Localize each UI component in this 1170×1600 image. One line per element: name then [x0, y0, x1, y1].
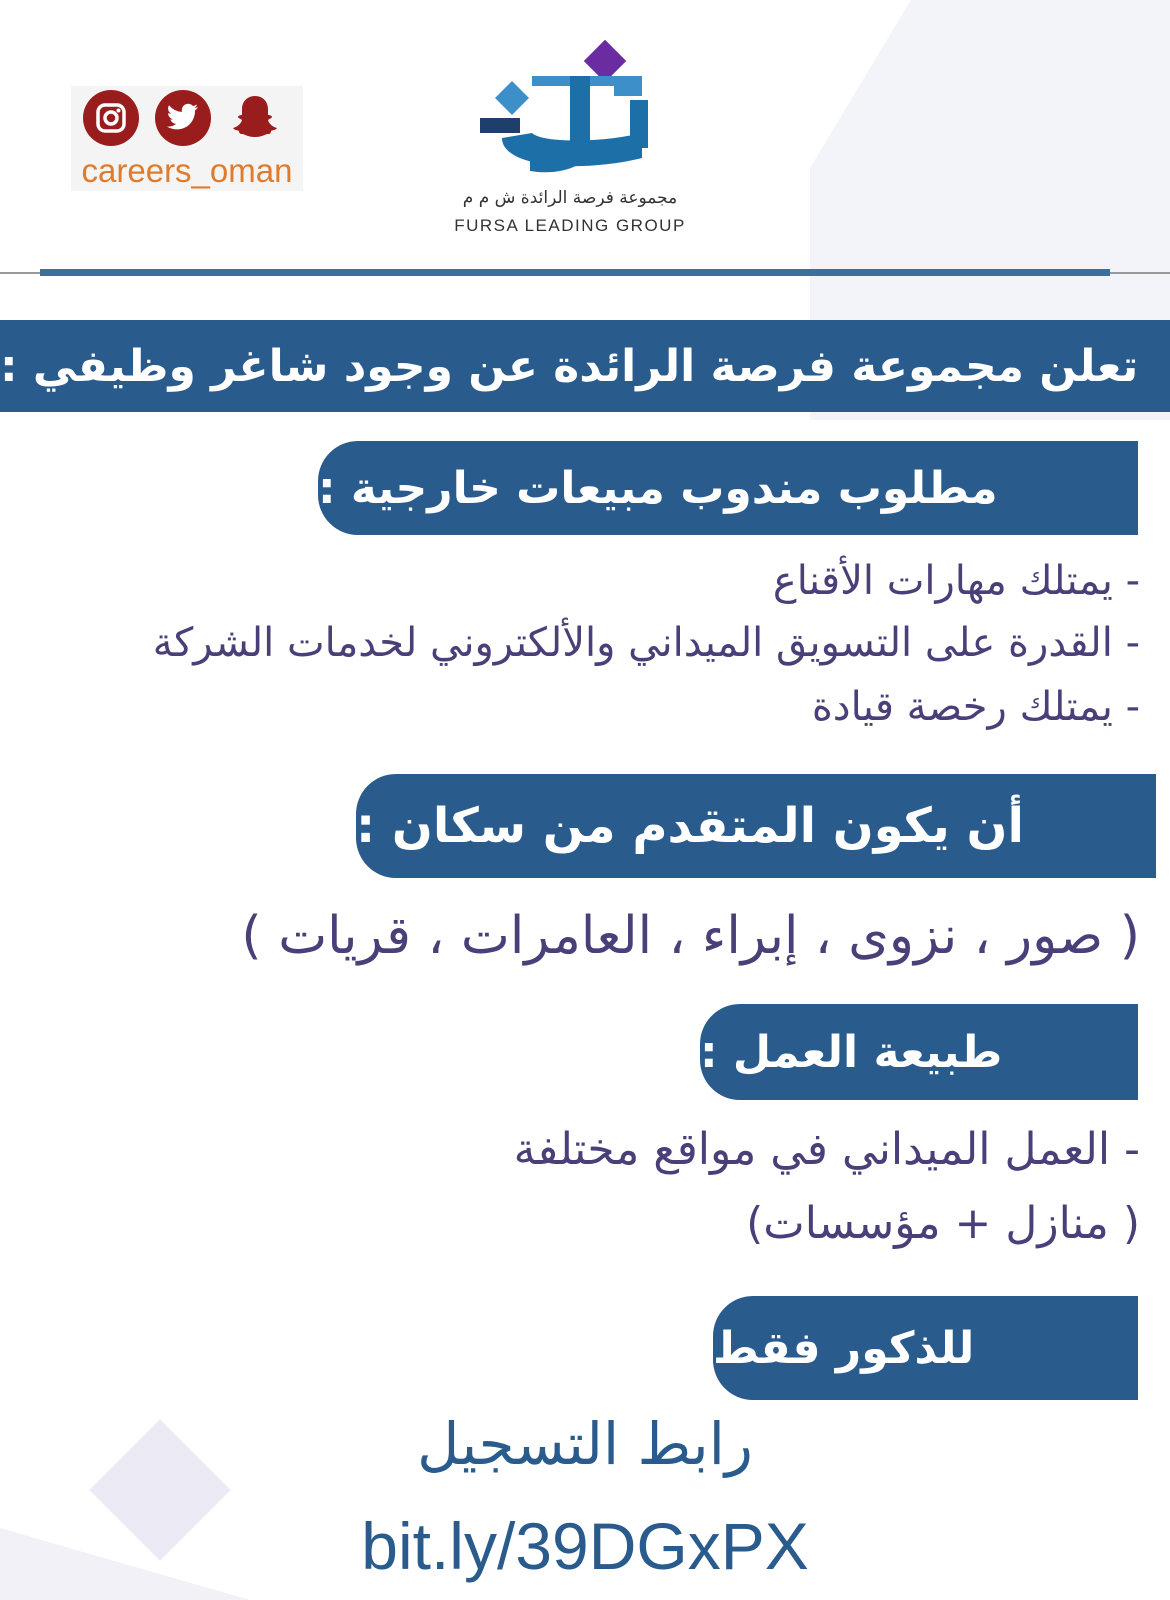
work-nature-line: - العمل الميداني في مواقع مختلفة [513, 1124, 1140, 1175]
work-nature-line: ( منازل + مؤسسات) [746, 1198, 1140, 1249]
registration-label: رابط التسجيل [417, 1410, 753, 1478]
social-handle: careers_oman [81, 152, 293, 189]
requirement-item: - يمتلك مهارات الأقناع [772, 558, 1140, 604]
social-badge [71, 86, 303, 191]
job-title-header: مطلوب مندوب مبيعات خارجية : [318, 441, 1138, 535]
registration-link[interactable]: bit.ly/39DGxPX [361, 1509, 809, 1583]
instagram-icon [83, 90, 139, 146]
requirement-item: - القدرة على التسويق الميداني والألكتروني لخدمات الشركة [152, 620, 1140, 666]
work-nature-header: طبيعة العمل : [700, 1004, 1138, 1100]
logo-english-name: FURSA LEADING GROUP [454, 216, 686, 235]
social-icons [83, 90, 283, 146]
logo-arabic-name: مجموعة فرصة الرائدة ش م م [462, 188, 678, 208]
announcement-banner: تعلن مجموعة فرصة الرائدة عن وجود شاغر وظيفي : [0, 320, 1170, 412]
twitter-icon [155, 90, 211, 146]
snapchat-icon [227, 90, 283, 146]
gender-header: للذكور فقط [713, 1296, 1138, 1400]
requirement-item: - يمتلك رخصة قيادة [811, 684, 1140, 730]
divider-line-accent [40, 269, 1110, 276]
cities-list: ( صور ، نزوى ، إبراء ، العامرات ، قريات ) [241, 906, 1140, 966]
residence-header: أن يكون المتقدم من سكان : [356, 774, 1156, 878]
company-logo [440, 28, 700, 248]
logo-mark [440, 28, 700, 188]
